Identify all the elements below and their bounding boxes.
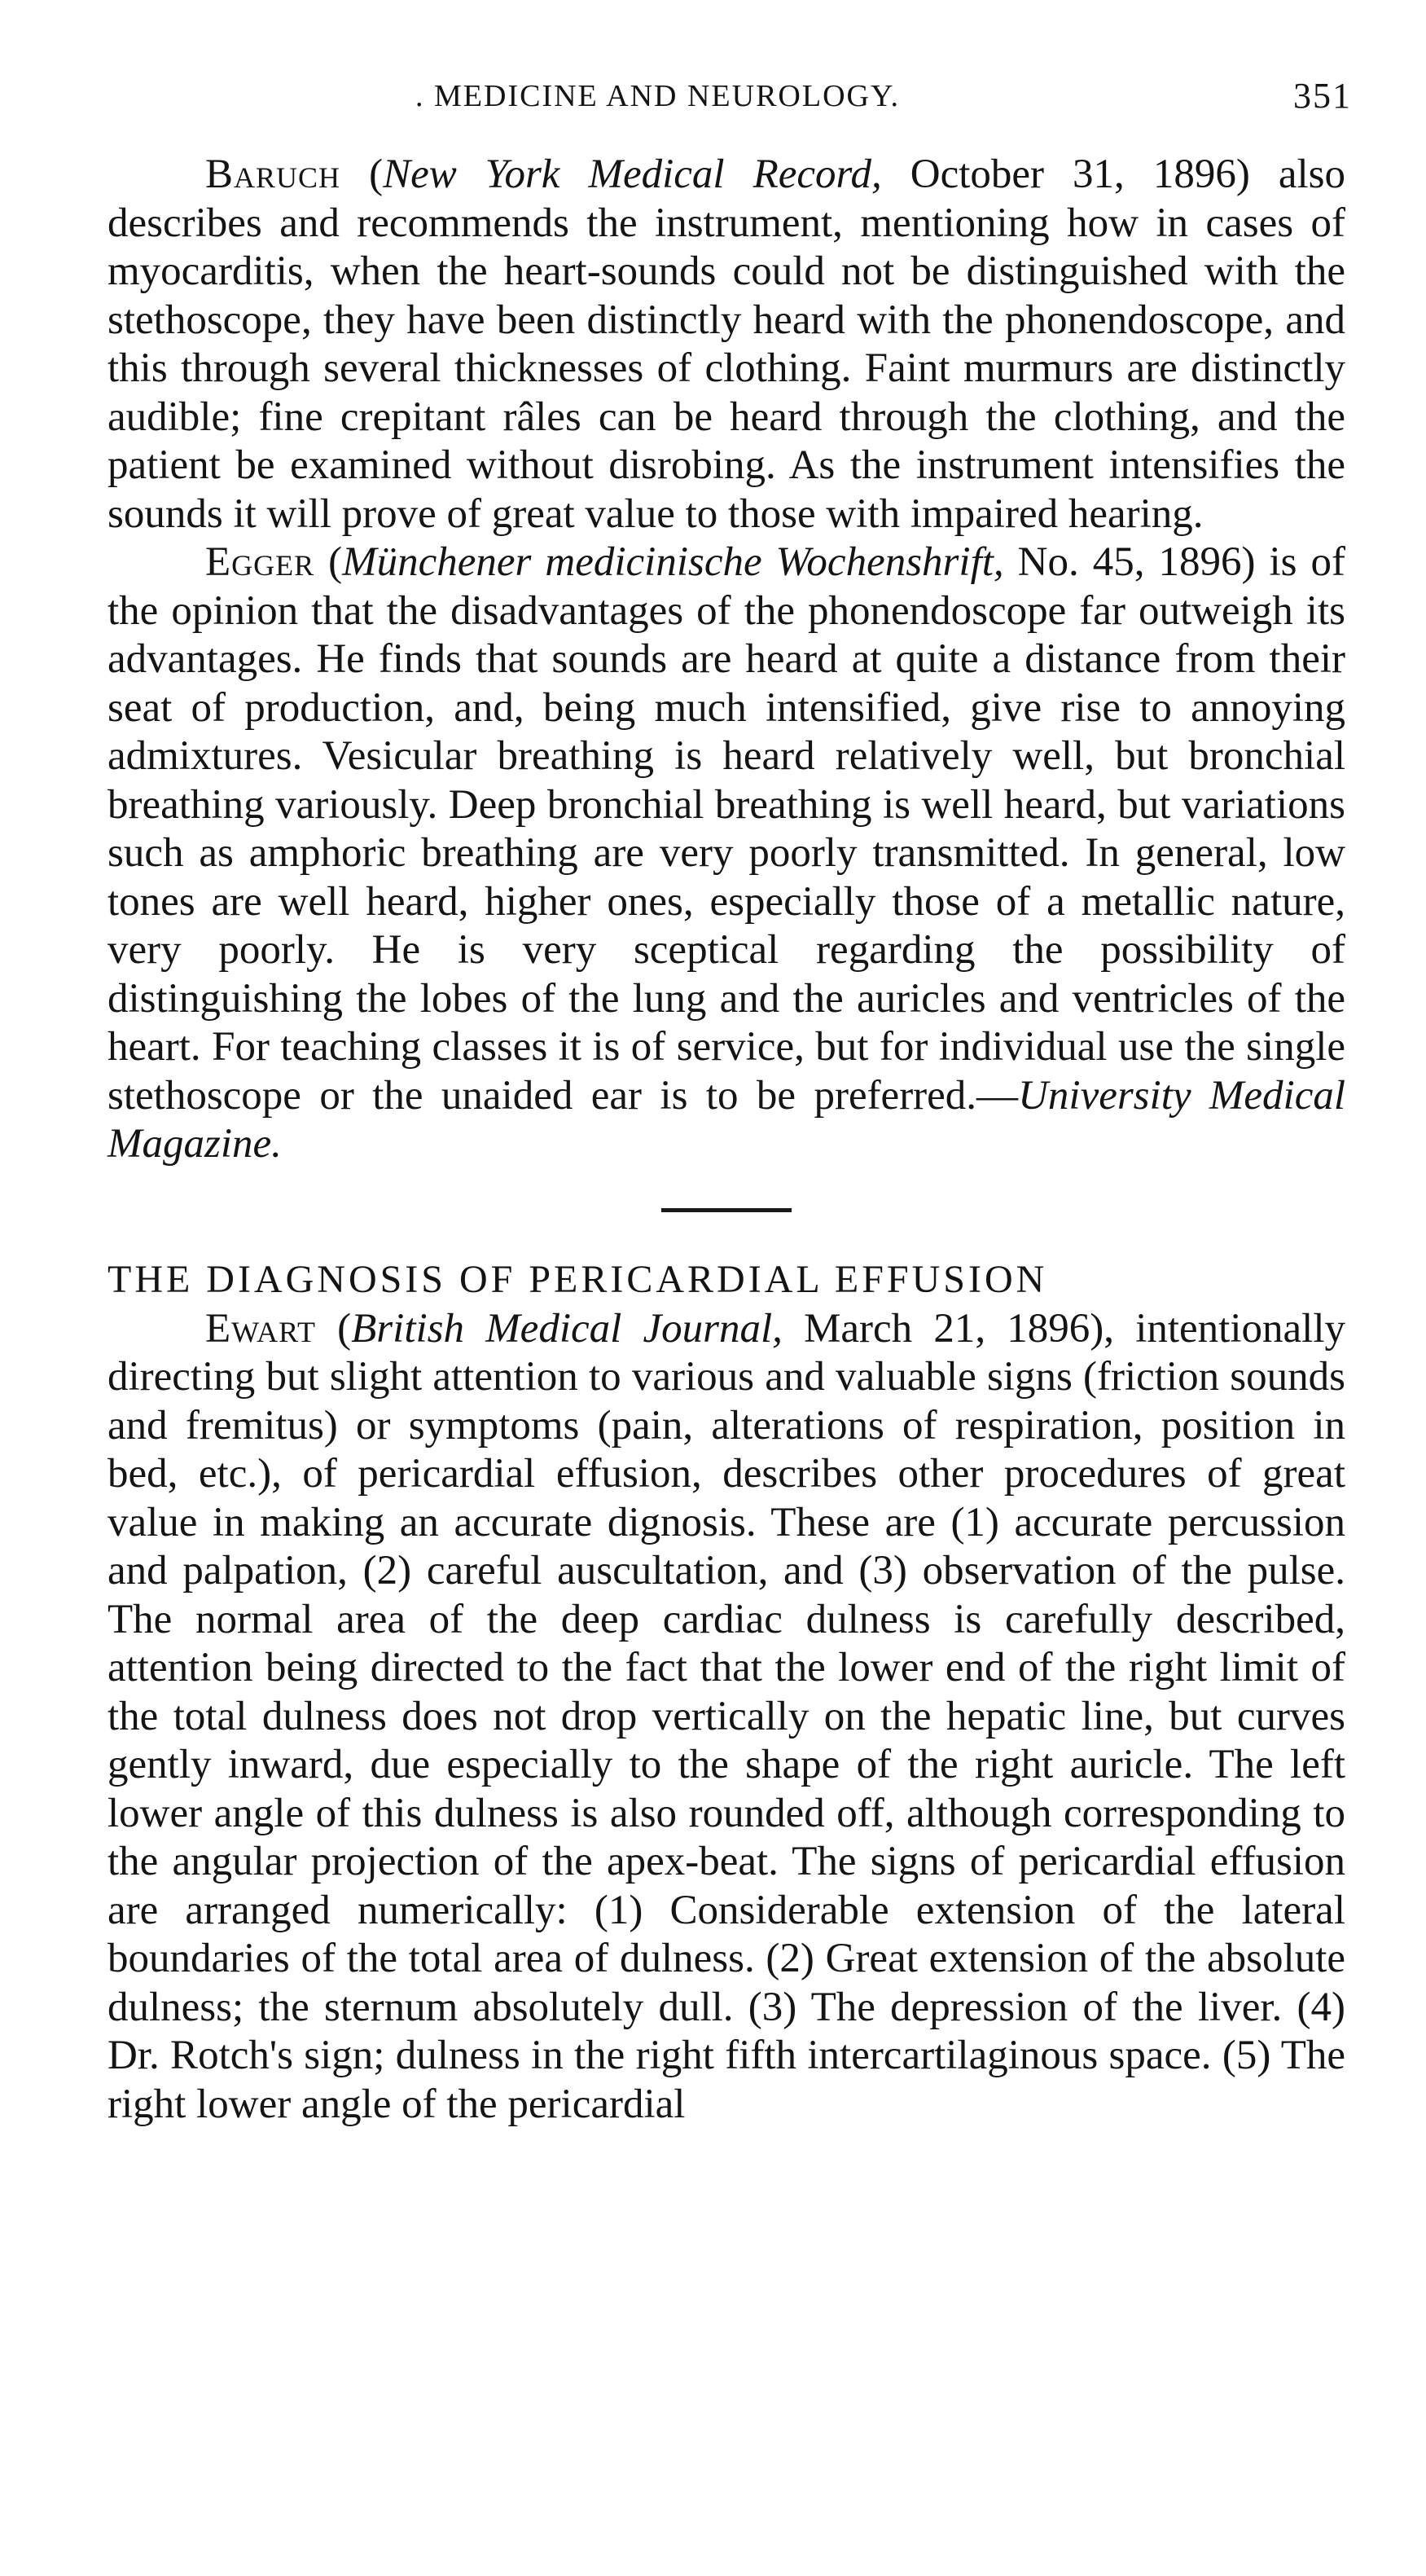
- paren-open: (: [315, 1305, 352, 1352]
- author-name: Ewart: [205, 1305, 316, 1352]
- page-number: 351: [1293, 76, 1352, 116]
- journal-citation: British Medical Journal,: [351, 1305, 783, 1352]
- section-heading: THE DIAGNOSIS OF PERICARDIAL EFFUSION: [107, 1257, 1048, 1301]
- paragraph-text: March 21, 1896), intentionally directing but slight attention to various and valuable signs (friction sounds and fremitus) or symptoms (pain, alterations of respiration, position in bed, etc.), of pericardial effusion, describes other procedures of great value in making an accurate dignosis. These are (1) accurate percussion and palpation, (2) careful auscultation, and (3) observation of the pulse. The normal area of the deep cardiac dulness is carefully described, attention being directed to the fact that the lower end of the right limit of the total dulness does not drop vertically on the hepatic line, but curves gently inward, due especially to the shape of the right auricle. The left lower angle of this dulness is also rounded off, although corresponding to the angular projection of the apex-beat. The signs of pericardial effusion are arranged numerically: (1) Considerable extension of the lateral boundaries of the total area of dulness. (2) Great extension of the absolute dulness; the sternum absolutely dull. (3) The depression of the liver. (4) Dr. Rotch's sign; dulness in the right fifth intercartilaginous space. (5) The right lower angle of the pericardial: [107, 1305, 1345, 2127]
- paren-open: (: [314, 539, 343, 585]
- journal-citation: Münchener medicinische Wochenshrift,: [342, 539, 1004, 585]
- running-title: . MEDICINE AND NEUROLOGY.: [415, 79, 901, 113]
- paragraph-text: October 31, 1896) also describes and recommends the instrument, mentioning how in cases of myocarditis, when the heart-sounds could not be distinguished with the stethoscope, they have been distinctly heard with the phonendoscope, and this through several thicknesses of clothing. Faint murmurs are distinctly audible; fine crepitant râles can be heard through the clothing, and the patient be examined without disrobing. As the instrument intensifies the sounds it will prove of great value to those with impaired hearing.: [107, 152, 1345, 537]
- journal-citation: New York Medical Record,: [383, 152, 882, 197]
- paragraph-baruch: [107, 151, 1345, 538]
- body-text: [107, 151, 1345, 2129]
- author-name: Egger: [205, 539, 315, 585]
- paragraph-text: No. 45, 1896) is of the opinion that the disadvantages of the phonendoscope far outweigh its advantages. He finds that sounds are heard at quite a distance from their seat of production, and, being much intensified, give rise to annoying admixtures. Vesicular breathing is heard relatively well, but bronchial breathing variously. Deep bronchial breathing is well heard, but variations such as amphoric breathing are very poorly transmitted. In general, low tones are well heard, higher ones, especially those of a metallic nature, very poorly. He is very sceptical regarding the possibility of distinguishing the lobes of the lung and the auricles and ventricles of the heart. For teaching classes it is of service, but for individual use the single stethoscope or the unaided ear is to be preferred.—: [107, 539, 1346, 1119]
- section-divider: [661, 1208, 792, 1212]
- paragraph-egger: [107, 538, 1345, 1169]
- source-citation: University Medical Magazine.: [107, 1072, 1346, 1167]
- running-head: [106, 72, 1352, 121]
- paragraph-ewart: [107, 1305, 1345, 2130]
- paren-open: (: [340, 152, 384, 197]
- author-name: Baruch: [205, 152, 341, 197]
